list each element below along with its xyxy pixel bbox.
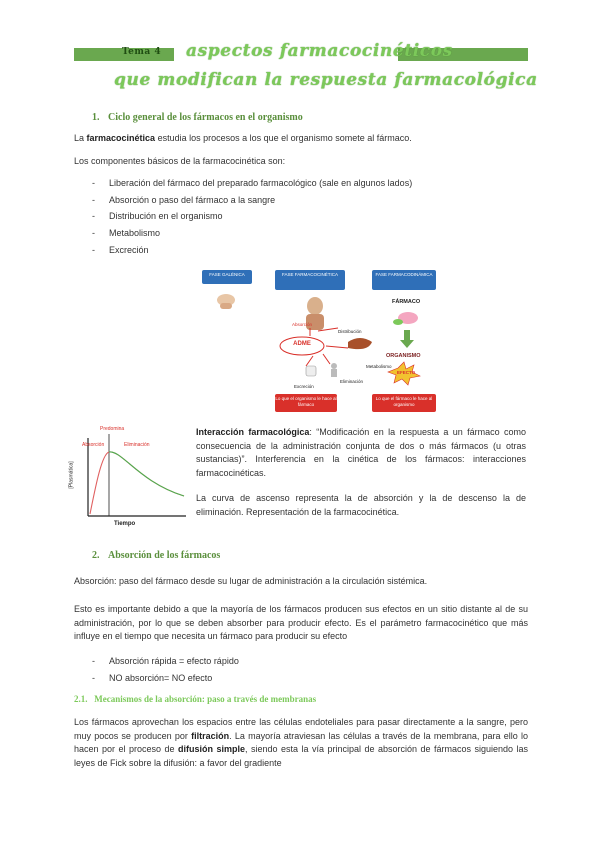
interaction-paragraph: Interacción farmacológica: “Modificación en la respuesta a un fármaco como consecuencia de la administración conjunta de dos o más fármacos (u otras sustancias)”. Interferencia en la cinética de los fármacos: interacciones farmacocinéticas. [196,427,526,478]
pk-curve-figure [68,424,189,532]
pk-curve-svg [74,424,189,532]
component-item: - Absorción o paso del fármaco a la sangre [92,195,276,205]
label-eliminacion: Eliminación [340,379,364,384]
curve-xlabel: Tiempo [114,521,136,527]
label-efecto: EFECTO [397,370,416,375]
adme-center: ADME [293,341,311,347]
component-item: - Distribución en el organismo [92,211,223,221]
phase-pk-box: FASE FARMACOCINÉTICA [275,270,345,290]
curve-eliminacion: Eliminación [124,442,150,448]
mechanisms-paragraph: Los fármacos aprovechan los espacios entre las células endoteliales para pasar directamente a la sangre, pero muy pocos se producen por filtración. La mayoría atraviesan las células a través de la membrana, para ello lo hacen por el proceso de difusión simple, siendo esta la vía principal de absorción de fármacos siguiendo las leyes de Fick sobre la difusión: a favor del gradiente [74,717,528,768]
page-title-line2: que modifican la respuesta farmacológica [114,70,538,90]
label-absorcion: Absorción [292,322,313,327]
label-excrecion: Excreción [294,384,314,389]
absorcion-bullet: - NO absorción= NO efecto [92,673,213,683]
label-metabolismo: Metabolismo [366,364,392,369]
component-item: - Metabolismo [92,228,161,238]
curve-ylabel: [Plasmática] [68,461,75,489]
curve-absorcion: Absorción [82,442,105,448]
section-2-heading: 2. Absorción de los fármacos [92,550,221,561]
section-1-heading: 1. Ciclo general de los fármacos en el organismo [92,112,303,123]
adme-diagram [198,266,448,416]
phase-galenica-box: FASE GALÉNICA [202,270,252,284]
components-intro: Los componentes básicos de la farmacocinética son: [74,156,286,166]
curve-paragraph: La curva de ascenso representa la de absorción y la de descenso la de eliminación. Representación de la farmacocinética. [196,493,526,517]
tema-badge: Tema 4 [122,47,162,57]
absorcion-bullet: - Absorción rápida = efecto rápido [92,656,239,666]
phase-pd-box: FASE FARMACODINÁMICA [372,270,436,290]
absorcion-definition: Absorción: paso del fármaco desde su lugar de administración a la circulación sistémica. [74,576,428,586]
label-distribucion: Distribución [338,329,362,334]
pk-caption-box: Lo que el organismo le hace al fármaco [275,394,337,412]
curve-predomina: Predomina [100,426,125,432]
label-organismo: ORGANISMO [386,353,421,359]
farmacocinetica-definition: La farmacocinética estudia los procesos a los que el organismo somete al fármaco. [74,133,412,143]
absorcion-importance: Esto es importante debido a que la mayoría de los fármacos producen sus efectos en un sitio distante al de su administración, por lo que se deben absorber para producir efecto. Es el parámetro farmacocinético que más influye en el tiempo que necesita un fármaco para producir su efecto [74,604,528,642]
label-farmaco: FÁRMACO [392,299,421,305]
pd-caption-box: Lo que el fármaco le hace al organismo [372,394,436,412]
subsection-2-1-heading: 2.1. Mecanismos de la absorción: paso a través de membranas [74,694,317,704]
component-item: - Excreción [92,245,149,255]
page-title-line1: aspectos farmacocinéticos [186,41,453,61]
component-item: - Liberación del fármaco del preparado farmacológico (sale en algunos lados) [92,178,413,188]
